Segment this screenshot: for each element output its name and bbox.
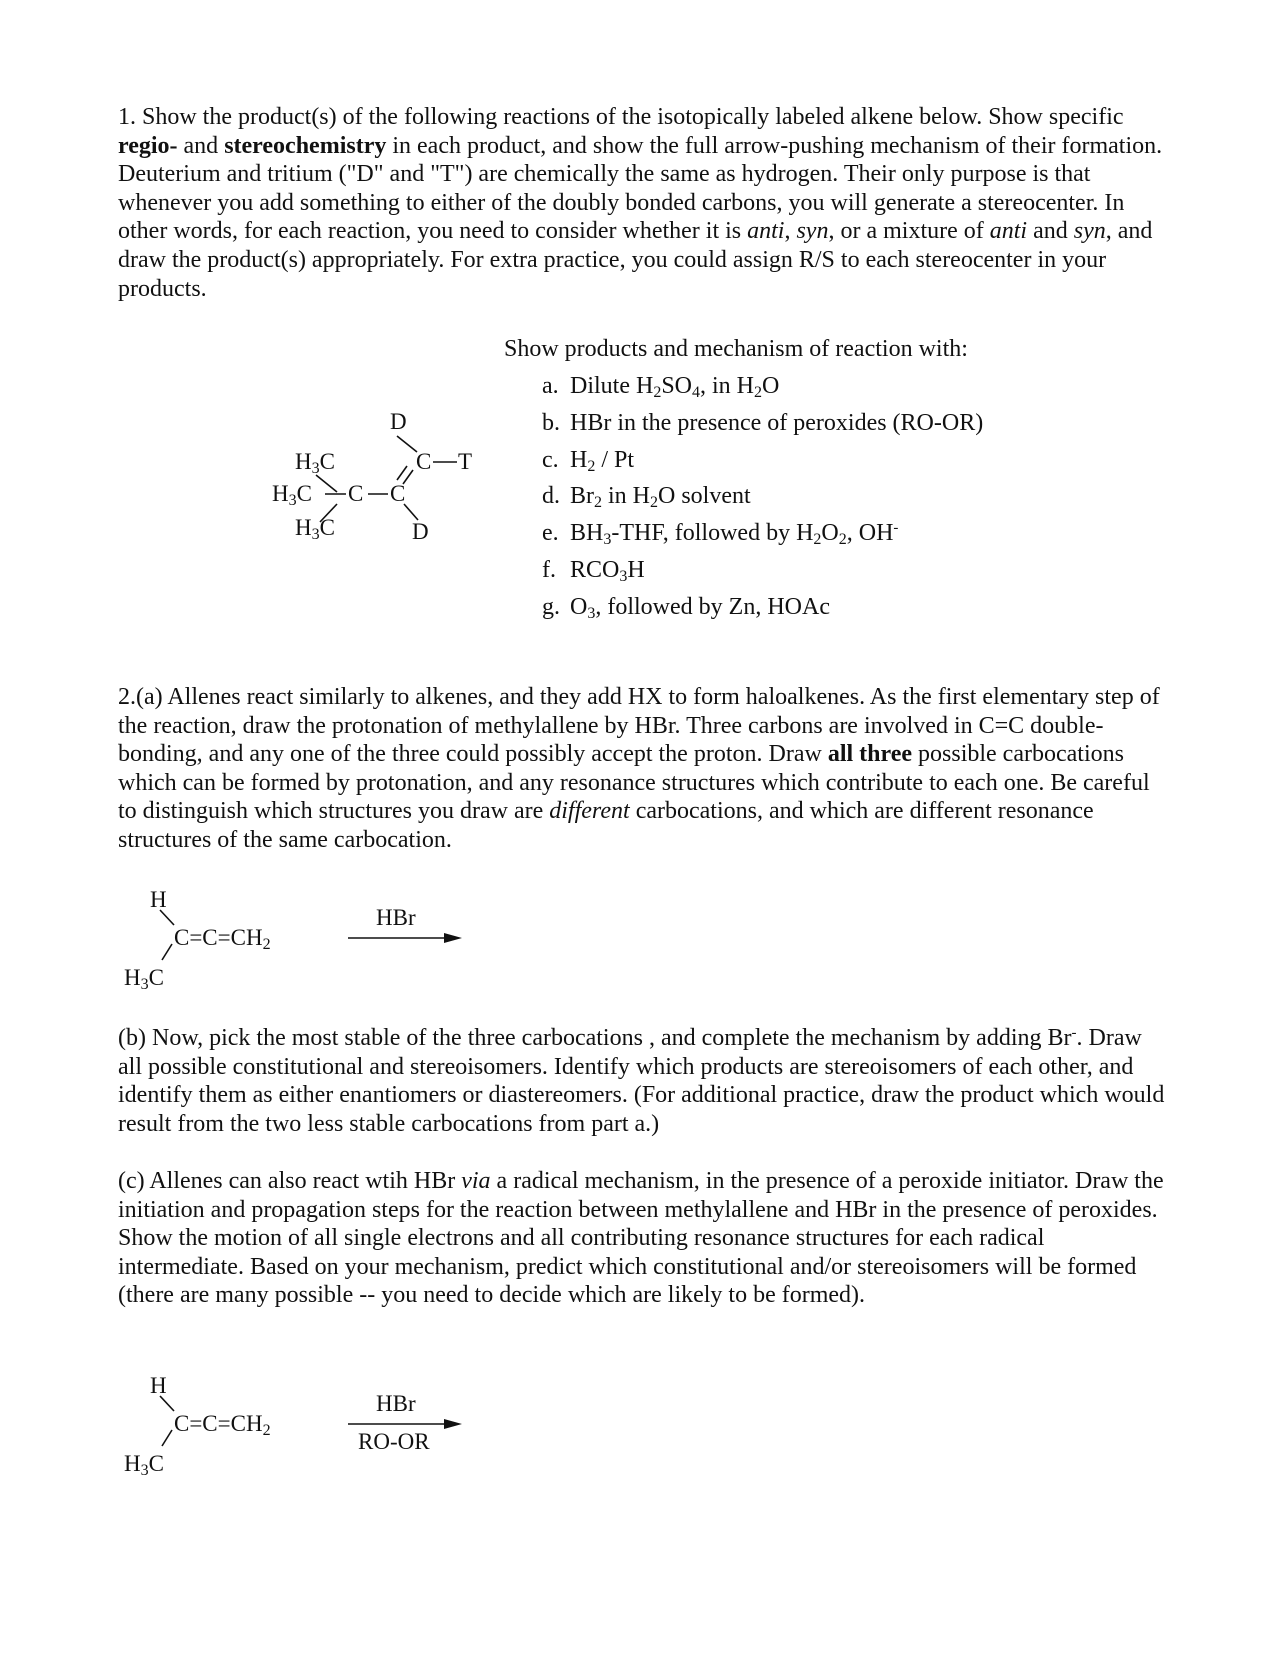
bold-stereochemistry: stereochemistry [224,132,387,159]
options-title: Show products and mechanism of reaction with: [504,336,968,362]
option-b: b. HBr in the presence of peroxides (RO-OR) [542,409,984,436]
option-f: f. $RCO_3H$ [542,556,645,585]
reagent-peroxide: RO-OR [358,1429,430,1454]
reagent-hbr-radical: HBr [376,1391,416,1416]
option-g: g. $O_3$, followed by Zn, HOAc [542,593,830,622]
question-2b-text: (b) Now, pick the most stable of the three carbocations , and complete the mechanism by adding Br-. Draw all possible constitutional and stereoisomers. Identify which products are stereoisomers of each other, and identify them as either enantiomers or diastereomers. (For additional practice, draw the product which would result from the two less stable carbocations from part a.) [118,1025,1165,1137]
option-a: a. Dilute $H_2SO_4$, in $H_2O$ [542,373,780,401]
bold-all-three: all three [827,741,913,768]
question-2c-text: (c) Allenes can also react wtih HBr via a radical mechanism, in the presence of a peroxide initiator. Draw the initiation and propagation steps for the reaction between methylallene and HBr in the presence of peroxides. Show the motion of all single electrons and all contributing resonance structures for each radical intermediate. Based on your mechanism, predict which constitutional and/or stereoisomers will be formed (there are many possible -- you need to decide which are likely to be formed). [118,1168,1164,1309]
question-1-text: 1. Show the product(s) of the following reactions of the isotopically labeled alkene below. Show specific regio- and stereochemistry in each product, and show the full arrow-pushing mechanism of their formation. Deuterium and tritium ("D" and "T") are chemically the same as hydrogen. Their only purpose is that whenever you add something to either of the doubly bonded carbons, you will generate a stereocenter. In other words, for each reaction, you need to consider whether it is anti, syn, or a mixture of anti and syn, and draw the product(s) appropriately. For extra practice, you could assign R/S to each stereocenter in your products. [118,104,1163,302]
option-d: d. $Br_2$ in $H_2O$ solvent [542,483,751,512]
question-2a-text: 2.(a) Allenes react similarly to alkenes, and they add HX to form haloalkenes. As the first elementary step of the reaction, draw the protonation of methylallene by HBr. Three carbons are involved in C=C double-bonding, and any one of the three could possibly accept the proton. Draw all three possible carbocations which can be formed by protonation, and any resonance structures which contribute to each one. Be careful to distinguish which structures you draw are different carbocations, and which are different resonance structures of the same carbocation. [118,684,1160,853]
reagent-hbr: HBr [376,905,416,930]
option-e: e. $BH_3$-THF, followed by $H_2O_2$, OH- [542,520,899,549]
option-c: c. $H_2$ / Pt [542,446,635,475]
bold-regio: regio- [118,132,178,159]
